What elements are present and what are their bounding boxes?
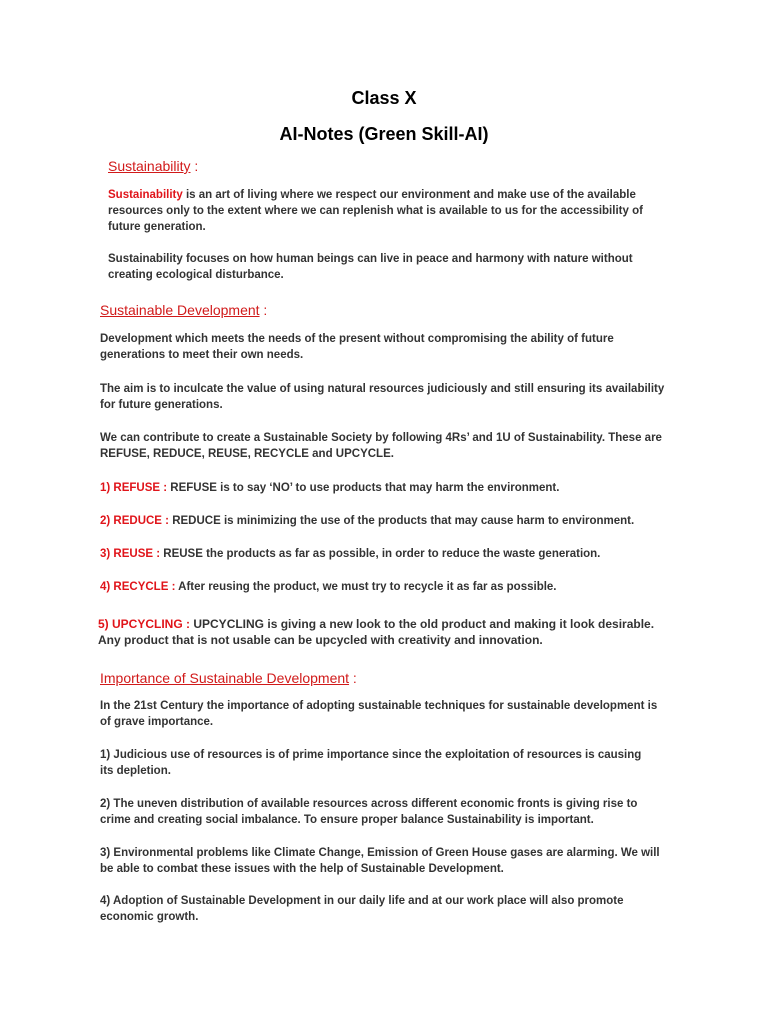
item-label: 2) REDUCE : xyxy=(100,515,170,527)
list-item-upcycling xyxy=(98,616,668,648)
item-text: REUSE the products as far as possible, in order to reduce the waste generation. xyxy=(160,548,601,560)
importance-point-1: 1) Judicious use of resources is of prime importance since the exploitation of resources is causing its depletion. xyxy=(100,749,642,777)
importance-point-4: 4) Adoption of Sustainable Development in our daily life and at our work place will also promote economic growth. xyxy=(100,895,624,923)
item-label: 3) REUSE : xyxy=(100,548,161,560)
term-sustainability: Sustainability xyxy=(108,189,183,201)
heading-colon: : xyxy=(190,158,199,174)
sd-aim: The aim is to inculcate the value of using natural resources judiciously and still ensuring its availability for future generations. xyxy=(100,383,665,411)
page-title: Class X xyxy=(351,88,417,108)
importance-point-3: 3) Environmental problems like Climate Change, Emission of Green House gases are alarming. We will be able to combat these issues with the help of Sustainable Development. xyxy=(100,847,660,875)
item-text: REFUSE is to say ‘NO’ to use products that may harm the environment. xyxy=(167,482,560,494)
sustainability-focus: Sustainability focuses on how human beings can live in peace and harmony with nature without creating ecological disturbance. xyxy=(108,253,633,281)
heading-text: Sustainability xyxy=(108,158,191,174)
section-heading-sustainable-development xyxy=(100,302,267,318)
list-item-reduce xyxy=(100,513,665,529)
list-item-reuse xyxy=(100,546,665,562)
heading-colon: : xyxy=(259,302,268,318)
item-label: 4) RECYCLE : xyxy=(100,581,176,593)
section-heading-sustainability xyxy=(108,158,198,174)
importance-intro: In the 21st Century the importance of adopting sustainable techniques for sustainable development is of grave importance. xyxy=(100,700,658,728)
page-subtitle: AI-Notes (Green Skill-AI) xyxy=(279,124,489,144)
sd-contribute: We can contribute to create a Sustainable Society by following 4Rs’ and 1U of Sustainability. These are REFUSE, REDUCE, REUSE, RECYCLE and UPCYCLE. xyxy=(100,432,662,460)
heading-text: Sustainable Development xyxy=(100,302,260,318)
list-item-refuse xyxy=(100,480,665,496)
list-item-recycle xyxy=(100,579,665,595)
heading-text: Importance of Sustainable Development xyxy=(100,670,350,686)
sd-definition: Development which meets the needs of the present without compromising the ability of future generations to meet their own needs. xyxy=(100,333,614,361)
definition-text: is an art of living where we respect our environment and make use of the available resources only to the extent where we can replenish what is available to us for the accessibility of future generation. xyxy=(108,189,643,233)
section-heading-importance xyxy=(100,670,357,686)
sustainability-definition xyxy=(108,187,670,235)
item-text: After reusing the product, we must try to recycle it as far as possible. xyxy=(175,581,557,593)
item-text: UPCYCLING is giving a new look to the old product and making it look desirable. Any product that is not usable can be upcycled with creativity and innovation. xyxy=(98,617,655,647)
item-label: 1) REFUSE : xyxy=(100,482,168,494)
item-label: 5) UPCYCLING : xyxy=(98,617,191,631)
item-text: REDUCE is minimizing the use of the products that may cause harm to environment. xyxy=(169,515,635,527)
heading-colon: : xyxy=(349,670,357,686)
importance-point-2: 2) The uneven distribution of available resources across different economic fronts is giving rise to crime and creating social imbalance. To ensure proper balance Sustainability is important. xyxy=(100,798,638,826)
